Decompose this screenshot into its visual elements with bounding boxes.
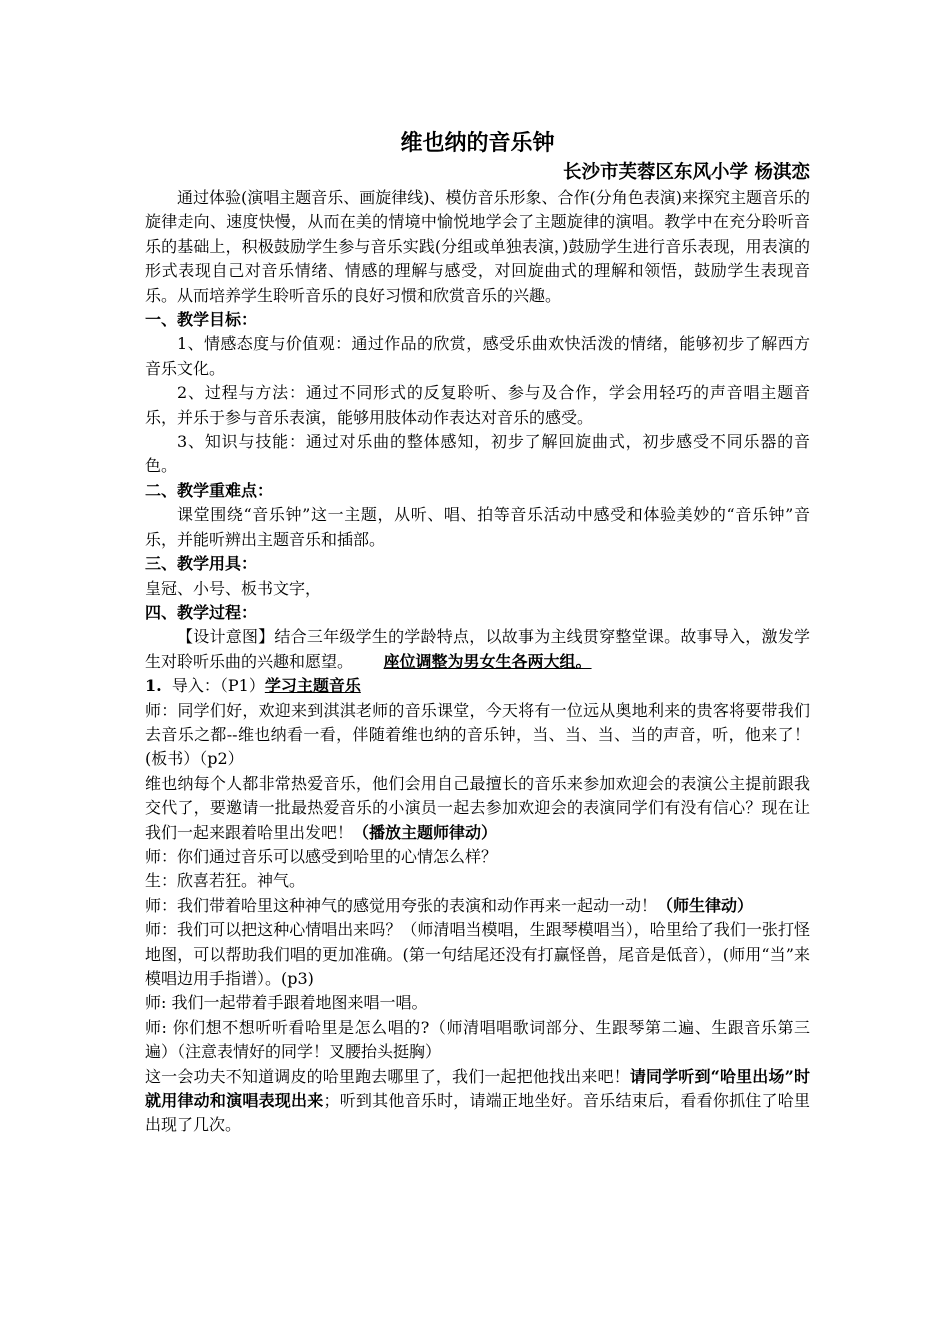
dialogue-text: 师：我们带着哈里这种神气的感觉用夸张的表演和动作再来一起动一动！	[145, 895, 658, 915]
dialogue-paragraph: 师：同学们好，欢迎来到淇淇老师的音乐课堂，今天将有一位远从奥地利来的贵客将要带我们去音乐之都--维也纳看一看，伴随着维也纳的音乐钟，当、当、当、当的声音，听，他来了！(板书）（p2）	[145, 700, 810, 769]
stage-direction: （师生律动）	[657, 895, 754, 915]
dialogue-text: 维也纳每个人都非常热爱音乐，他们会用自己最擅长的音乐来参加欢迎会的表演公主提前跟我交代了，要邀请一批最热爱音乐的小演员一起去参加欢迎会的表演同学们有没有信心？现在让我们一起来跟着哈里出发吧！	[145, 773, 810, 842]
document-page	[145, 128, 810, 1138]
section-heading-goals: 一、教学目标：	[145, 310, 258, 330]
instruction-bold: 请同学听到“哈里出场”时就用律动和演唱表现出来	[145, 1066, 810, 1111]
dialogue-paragraph: 师：你们通过音乐可以感受到哈里的心情怎么样？	[145, 846, 498, 866]
section-heading-tools: 三、教学用具：	[145, 554, 258, 574]
dialogue-text: ；听到其他音乐时，请端正地坐好。音乐结束后，看看你抓住了哈里出现了几次。	[145, 1091, 810, 1135]
step-title: 学习主题音乐	[264, 676, 361, 696]
dialogue-text: 这一会功夫不知道调皮的哈里跑去哪里了，我们一起把他找出来吧！	[145, 1066, 630, 1086]
step-1-heading	[145, 674, 810, 698]
dialogue-paragraph: 师：我们可以把这种心情唱出来吗？（师清唱当模唱，生跟琴模唱当），哈里给了我们一张打怪地图，可以帮助我们唱的更加准确。(第一句结尾还没有打赢怪兽，尾音是低音），(师用“当”来模唱边用手指谱）。(p3)	[145, 920, 810, 988]
dialogue-paragraph: 师: 我们一起带着手跟着地图来唱一唱。	[145, 993, 428, 1013]
section-heading-process: 四、教学过程：	[145, 602, 258, 622]
goal-item: 2、过程与方法：通过不同形式的反复聆听、参与及合作，学会用轻巧的声音唱主题音乐，并乐于参与音乐表演，能够用肢体动作表达对音乐的感受。	[145, 383, 810, 427]
section-heading-keypoints: 二、教学重难点：	[145, 480, 274, 500]
dialogue-paragraph	[145, 772, 810, 845]
step-prefix: 导入：（P1）	[171, 676, 265, 696]
intro-paragraph: 通过体验(演唱主题音乐、画旋律线)、模仿音乐形象、合作(分角色表演)来探究主题音乐的旋律走向、速度快慢，从而在美的情境中愉悦地学会了主题旋律的演唱。教学中在充分聆听音乐的基础上，积极鼓励学生参与音乐实践(分组或单独表演，)鼓励学生进行音乐表现，用表演的形式表现自己对音乐情绪、情感的理解与感受，对回旋曲式的理解和领悟，鼓励学生表现音乐。从而培养学生聆听音乐的良好习惯和欣赏音乐的兴趣。	[145, 188, 810, 305]
tools-paragraph: 皇冠、小号、板书文字，	[145, 578, 322, 598]
dialogue-paragraph: 生：欣喜若狂。神气。	[145, 871, 306, 891]
goal-item: 1、情感态度与价值观：通过作品的欣赏，感受乐曲欢快活泼的情绪，能够初步了解西方音乐文化。	[145, 334, 810, 378]
document-title: 维也纳的音乐钟	[400, 130, 555, 156]
keypoints-paragraph: 课堂围绕“音乐钟”这一主题，从听、唱、拍等音乐活动中感受和体验美妙的“音乐钟”音乐，并能听辨出主题音乐和插部。	[145, 505, 810, 549]
design-intent-paragraph	[145, 625, 810, 674]
dialogue-paragraph	[145, 894, 810, 918]
design-intent-text: 【设计意图】结合三年级学生的学龄特点，以故事为主线贯穿整堂课。故事导入，激发学生对聆听乐曲的兴趣和愿望。	[145, 627, 810, 671]
step-number: 1.	[145, 676, 162, 696]
dialogue-paragraph: 师: 你们想不想听听看哈里是怎么唱的?（师清唱唱歌词部分、生跟琴第二遍、生跟音乐第三遍）（注意表情好的同学！叉腰抬头挺胸）	[145, 1017, 810, 1062]
stage-direction: （播放主题师律动）	[353, 822, 498, 842]
goal-item: 3、知识与技能：通过对乐曲的整体感知，初步了解回旋曲式，初步感受不同乐器的音色。	[145, 432, 810, 476]
dialogue-paragraph	[145, 1065, 810, 1138]
author-line: 长沙市芙蓉区东风小学 杨淇恋	[563, 162, 810, 183]
seating-note: 座位调整为男女生各两大组。	[383, 651, 592, 671]
